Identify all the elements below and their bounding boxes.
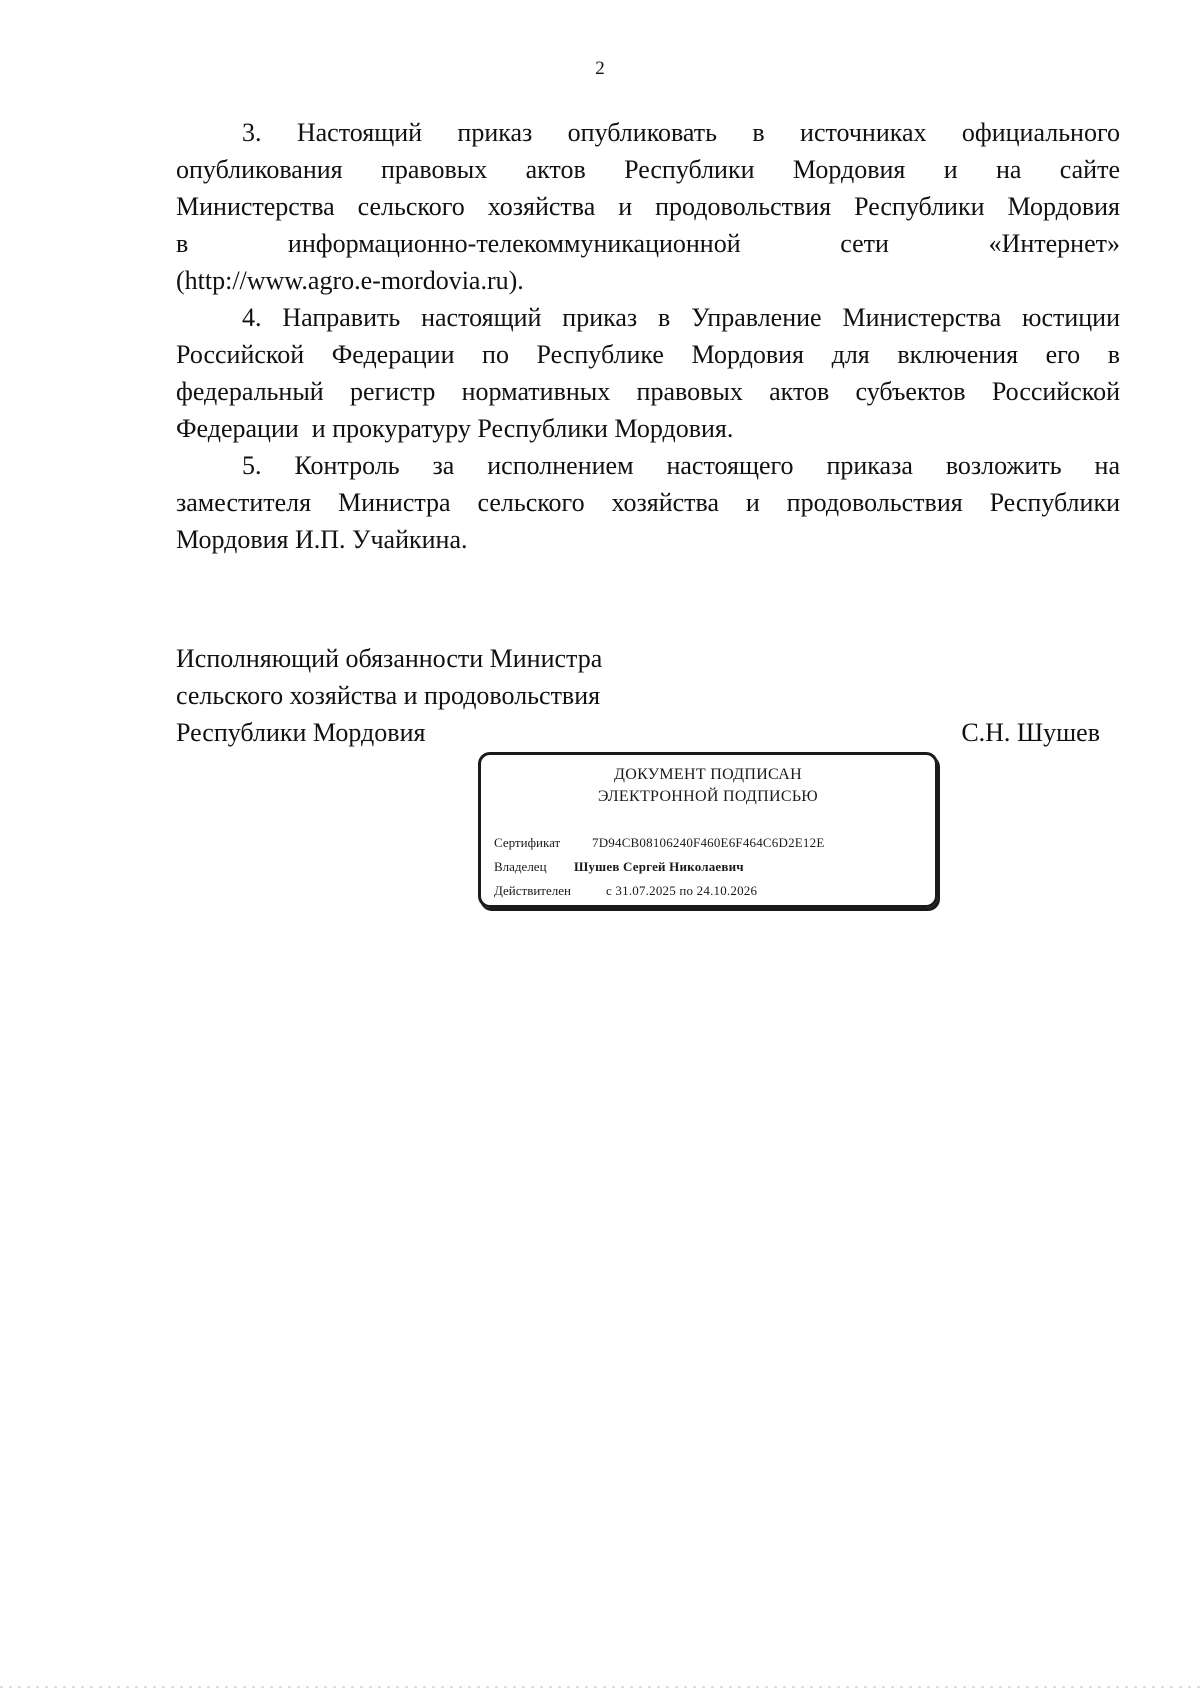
validity-label: Действителен: [494, 883, 571, 898]
paragraph-3: [176, 114, 1120, 299]
paragraph-line: 4. Направить настоящий приказ в Управление Министерства юстиции: [242, 303, 1120, 332]
stamp-title-line: ДОКУМЕНТ ПОДПИСАН: [614, 766, 802, 783]
paragraph-4: [176, 299, 1120, 447]
signer-position-line: Исполняющий обязанности Министра: [176, 644, 603, 673]
validity-value: с 31.07.2025 по 24.10.2026: [606, 883, 758, 898]
signer-position-line: сельского хозяйства и продовольствия: [176, 681, 601, 710]
stamp-owner-row: [494, 859, 744, 875]
paragraph-line: Министерства сельского хозяйства и продовольствия Республики Мордовия: [176, 192, 1120, 221]
signer-position-line: Республики Мордовия: [176, 718, 426, 747]
paragraph-line: Мордовия И.П. Учайкина.: [176, 525, 468, 554]
certificate-label: Сертификат: [494, 835, 561, 850]
signature-block: [176, 640, 1120, 751]
paragraph-line: 5. Контроль за исполнением настоящего приказа возложить на: [242, 451, 1120, 480]
paragraph-line: в информационно-телекоммуникационной сети «Интернет»: [176, 229, 1120, 258]
paragraph-line: Российской Федерации по Республике Мордовия для включения его в: [176, 340, 1120, 369]
owner-label: Владелец: [494, 859, 547, 874]
stamp-title-line: ЭЛЕКТРОННОЙ ПОДПИСЬЮ: [597, 788, 819, 805]
electronic-signature-stamp: [478, 752, 938, 908]
paragraph-line: опубликования правовых актов Республики Мордовия и на сайте: [176, 155, 1120, 184]
paragraph-line: Федерации и прокуратуру Республики Мордовия.: [176, 414, 734, 443]
paragraph-line: федеральный регистр нормативных правовых актов субъектов Российской: [176, 377, 1120, 406]
page-number: 2: [595, 58, 605, 79]
stamp-title: [481, 764, 935, 808]
owner-value: Шушев Сергей Николаевич: [574, 859, 744, 874]
stamp-validity-row: [494, 883, 757, 899]
stamp-certificate-row: [494, 835, 824, 851]
scan-artifact-line: [0, 1686, 1200, 1688]
certificate-value: 7D94CB08106240F460E6F464C6D2E12E: [592, 835, 825, 850]
paragraph-line: заместителя Министра сельского хозяйства и продовольствия Республики: [176, 488, 1120, 517]
paragraph-line: (http://www.agro.e-mordovia.ru).: [176, 266, 524, 295]
paragraph-5: [176, 447, 1120, 558]
paragraph-line: 3. Настоящий приказ опубликовать в источниках официального: [242, 118, 1120, 147]
signer-name: С.Н. Шушев: [961, 718, 1100, 747]
